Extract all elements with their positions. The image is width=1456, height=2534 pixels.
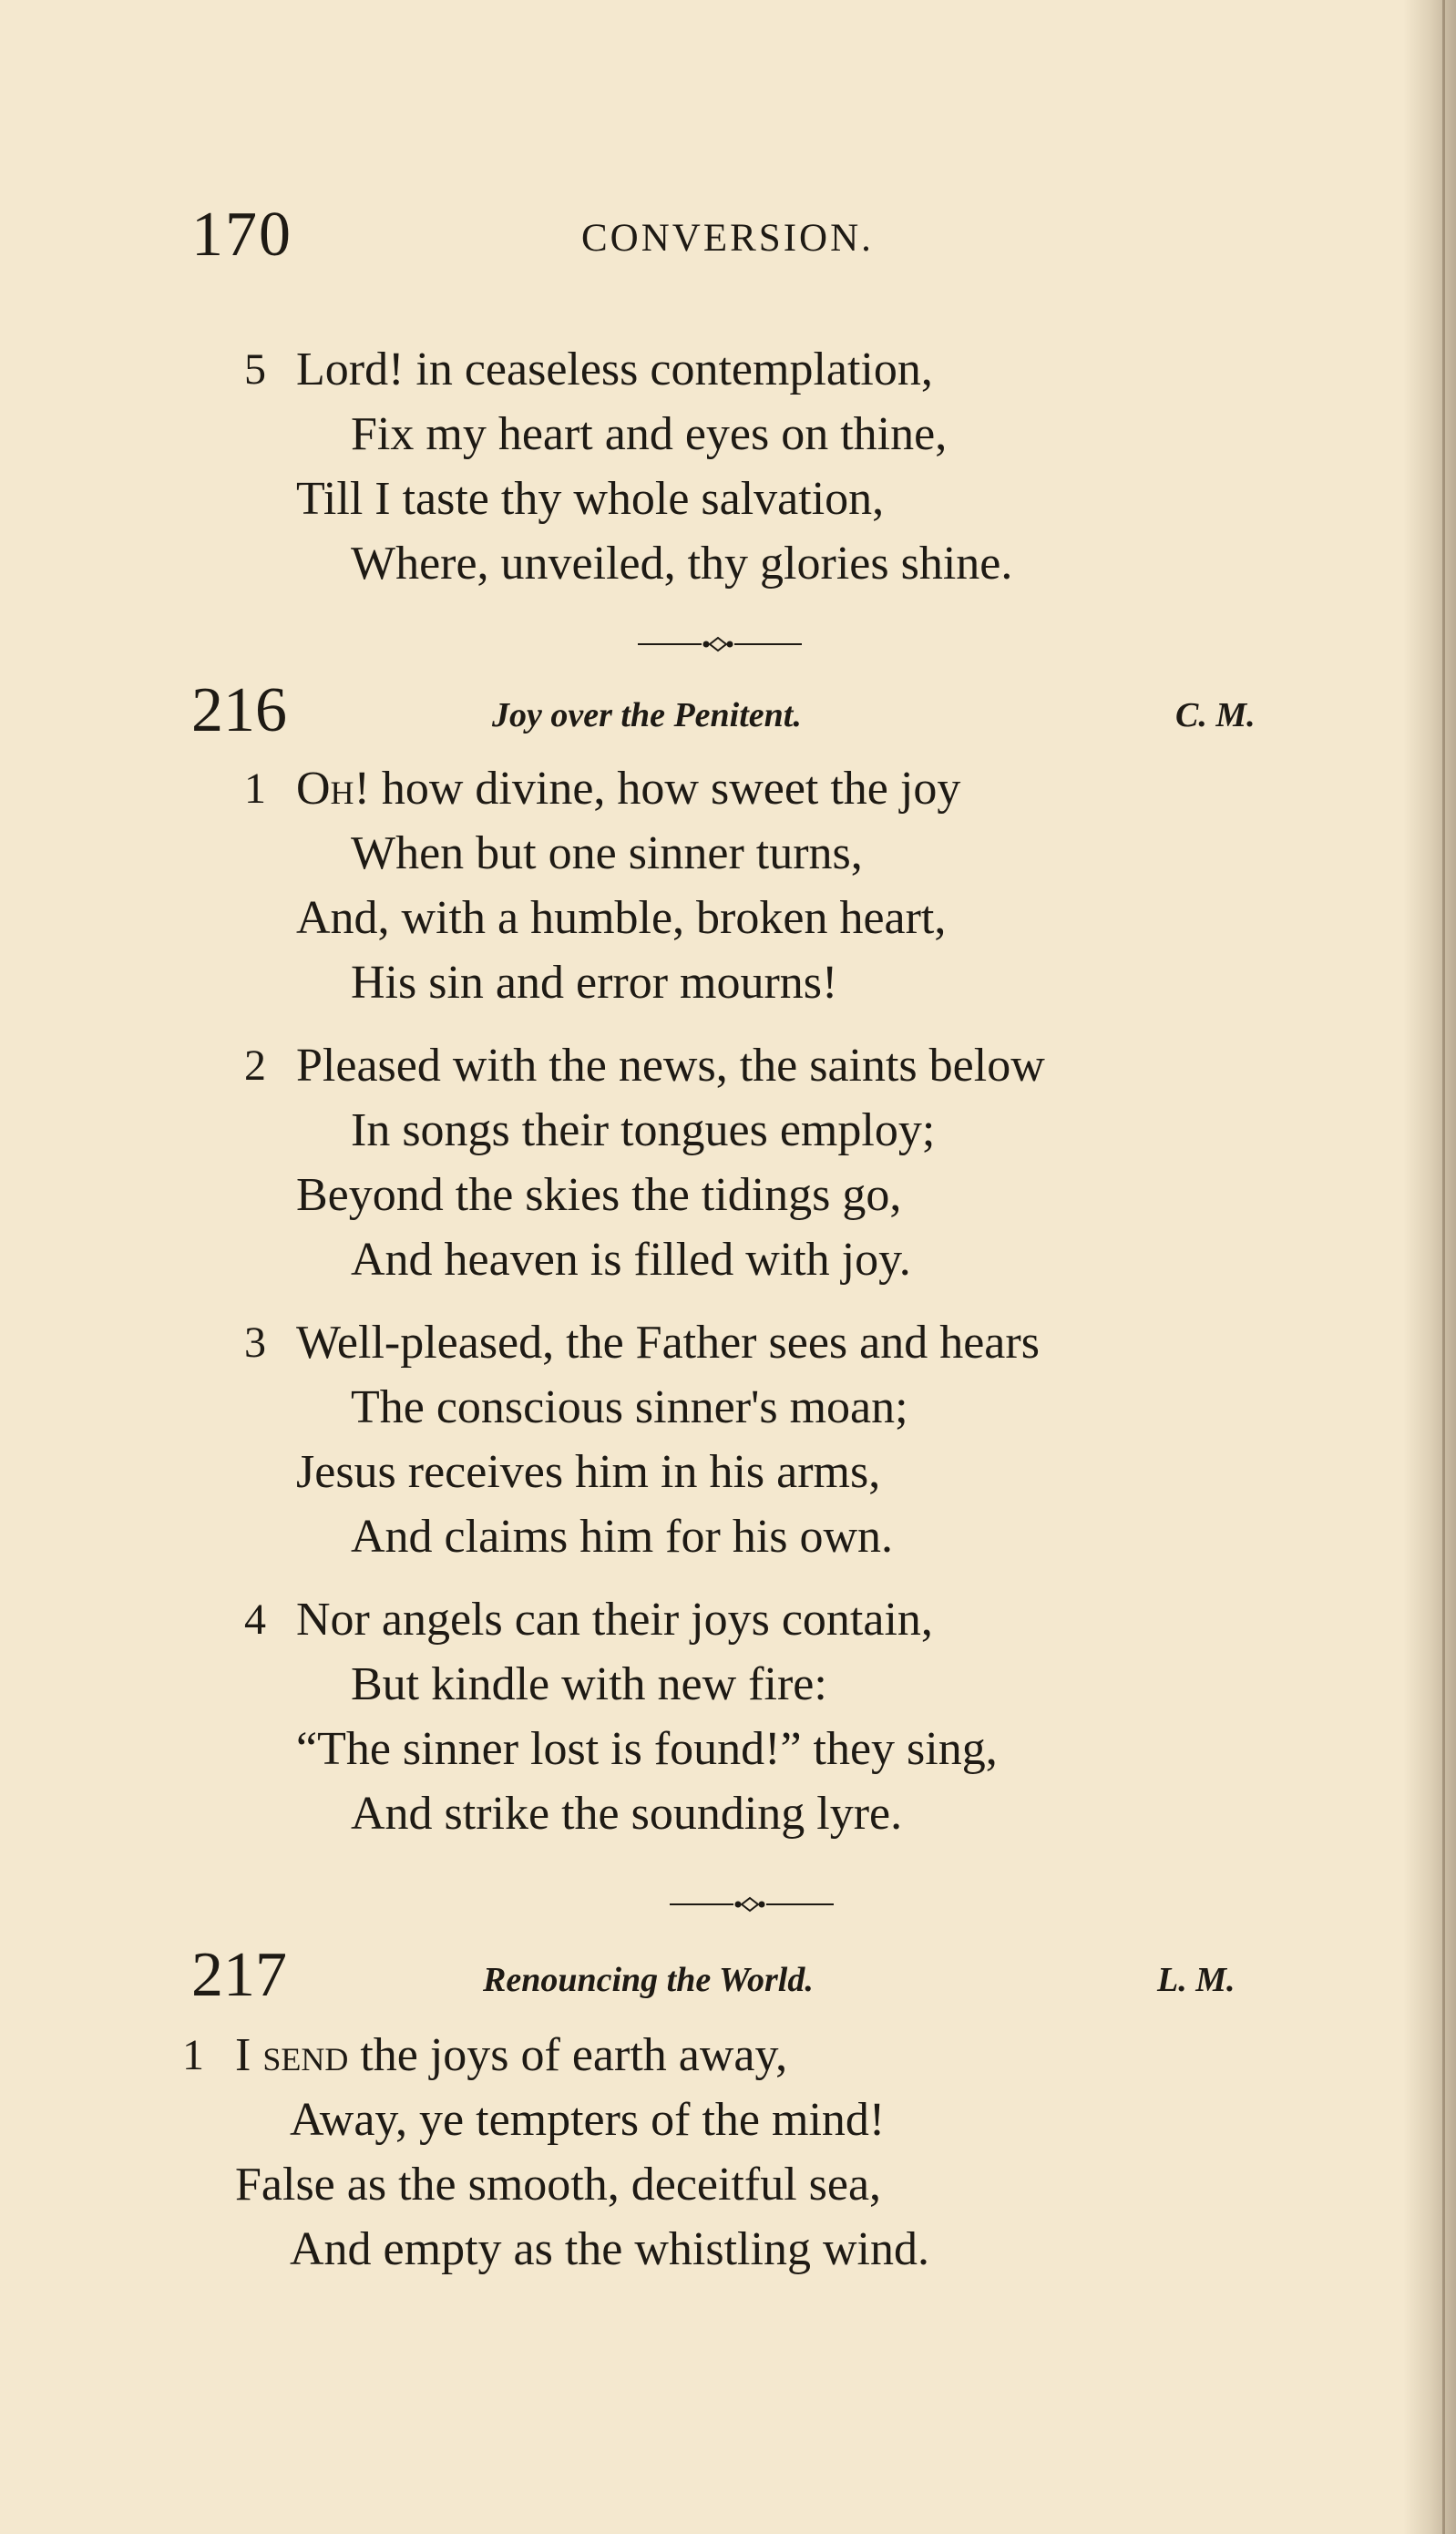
hymn-meter: L. M.: [1157, 1961, 1236, 1999]
ornamental-divider: [670, 1895, 834, 1913]
page-edge-shadow: [1442, 0, 1445, 2534]
verse-line: Well-pleased, the Father sees and hears: [296, 1317, 1040, 1369]
verse-line: Pleased with the news, the saints below: [296, 1040, 1045, 1092]
stanza-number: 5: [244, 345, 266, 394]
verse-line: His sin and error mourns!: [351, 957, 838, 1009]
verse-line: Nor angels can their joys contain,: [296, 1594, 933, 1646]
line-rest: the joys of earth away,: [348, 2029, 788, 2081]
verse-line: But kindle with new fire:: [351, 1658, 827, 1710]
stanza-number: 3: [244, 1318, 266, 1367]
verse-line: “The sinner lost is found!” they sing,: [296, 1723, 998, 1775]
stanza-number: 4: [244, 1595, 266, 1644]
stanza-number: 1: [182, 2031, 204, 2079]
diamond-ornament-icon: [733, 1895, 766, 1913]
verse-line: When but one sinner turns,: [351, 827, 863, 879]
verse-line: [296, 761, 960, 817]
hymn-number: 216: [191, 675, 287, 745]
hymn-title: Renouncing the World.: [483, 1961, 814, 1999]
verse-line: Jesus receives him in his arms,: [296, 1446, 881, 1498]
first-word: I send: [235, 2029, 349, 2081]
verse-line: And empty as the whistling wind.: [290, 2223, 929, 2275]
verse-line: And, with a humble, broken heart,: [296, 892, 947, 944]
stanza-number: 1: [244, 764, 266, 813]
verse-line: In songs their tongues employ;: [351, 1104, 936, 1156]
verse-line: And claims him for his own.: [351, 1511, 894, 1563]
verse-line: [235, 2027, 787, 2084]
hymn-title: Joy over the Penitent.: [492, 696, 802, 734]
stanza-number: 2: [244, 1041, 266, 1090]
line-rest: ! how divine, how sweet the joy: [354, 763, 961, 815]
verse-line: Beyond the skies the tidings go,: [296, 1169, 902, 1221]
page-number: 170: [191, 200, 292, 270]
verse-line: Lord! in ceaseless contemplation,: [296, 344, 933, 395]
verse-line: The conscious sinner's moan;: [351, 1381, 908, 1433]
first-word: Oh: [296, 763, 354, 815]
diamond-ornament-icon: [702, 635, 734, 653]
verse-line: Fix my heart and eyes on thine,: [351, 408, 948, 460]
ornamental-divider: [638, 635, 802, 653]
running-head: [0, 199, 1456, 272]
verse-line: Till I taste thy whole salvation,: [296, 473, 885, 525]
verse-line: And heaven is filled with joy.: [351, 1234, 911, 1286]
section-title: CONVERSION.: [581, 217, 874, 260]
hymn-number: 217: [191, 1940, 287, 2010]
verse-line: And strike the sounding lyre.: [351, 1788, 903, 1840]
hymn-heading: [0, 1939, 1456, 2012]
verse-line: Away, ye tempters of the mind!: [290, 2094, 886, 2146]
verse-line: Where, unveiled, thy glories shine.: [351, 538, 1013, 590]
hymn-meter: C. M.: [1175, 696, 1256, 734]
hymn-heading: [0, 674, 1456, 747]
verse-line: False as the smooth, deceitful sea,: [235, 2159, 882, 2211]
